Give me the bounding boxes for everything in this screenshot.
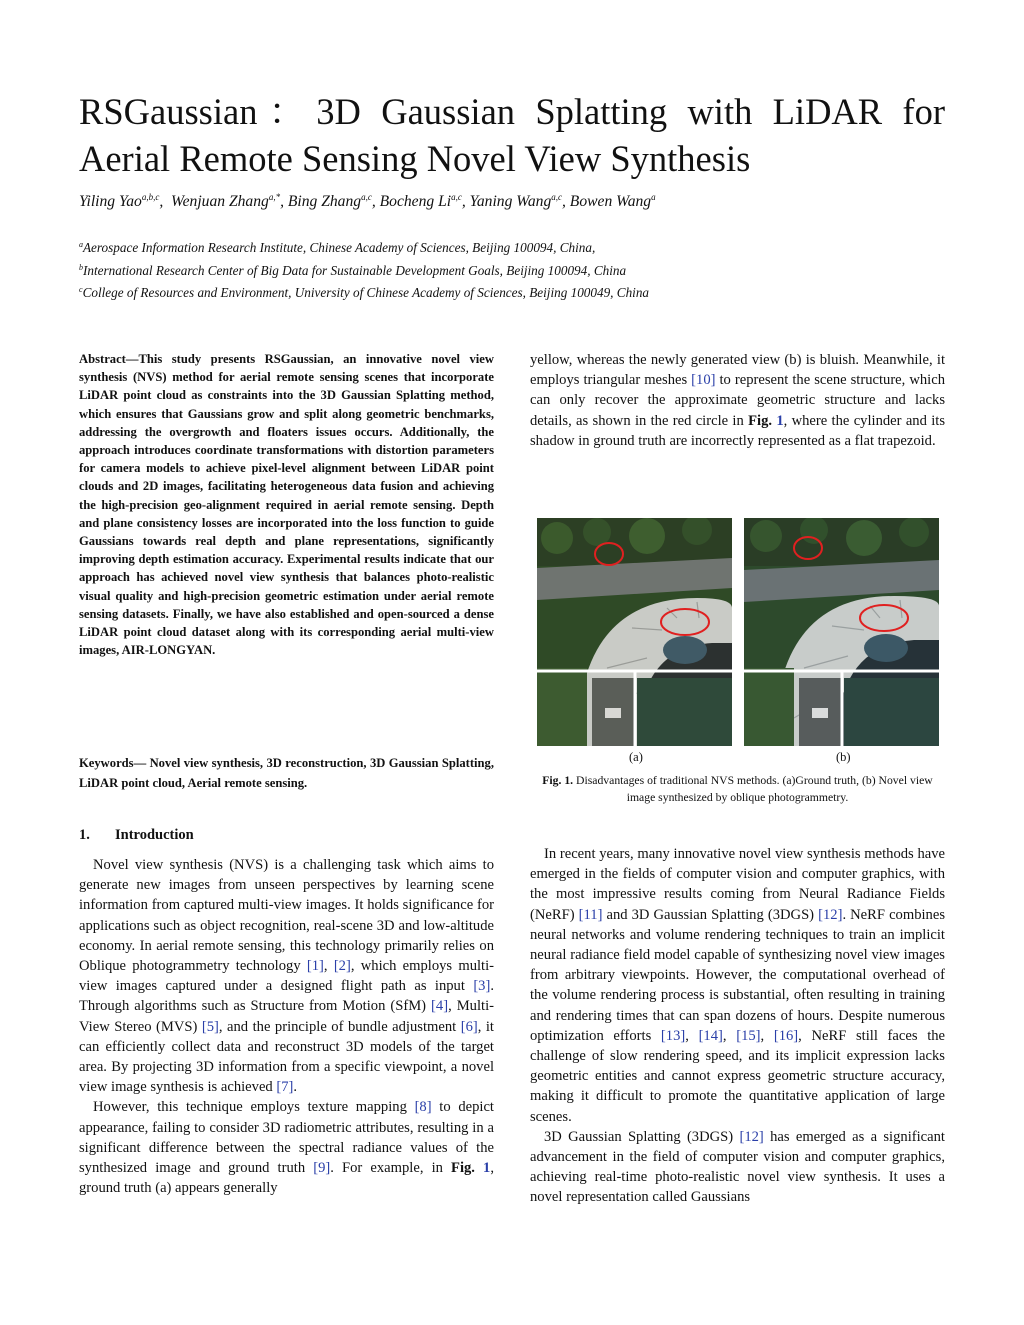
citation-link[interactable]: [10] [691,372,716,389]
citation-link[interactable]: [12] [739,1128,764,1145]
citation-link[interactable]: [6] [460,1018,478,1035]
author-affil-mark: a,c [551,192,562,202]
section-number: 1. [79,827,90,843]
paragraph: Novel view synthesis (NVS) is a challenging task which aims to generate new images from unseen perspectives by learning scene information from captured multi-view images. It holds significance for applications such as object recognition, real-scene 3D and low-altitude economy. In aerial remote sensing, this technology primarily relies on Oblique photogrammetry technology [1], [2], which employs multi-view images captured under a designed flight path as input [3]. Through algorithms such as Structure from Motion (SfM) [4], Multi-View Stereo (MVS) [5], and the principle of bundle adjustment [6], it can efficiently collect data and reconstruct 3D models of the target area. By projecting 3D information from a specific viewpoint, a novel view image synthesis is achieved [7]. [79,857,495,1096]
caption-label: Fig. 1. [542,774,574,787]
affiliation-text: Aerospace Information Research Institute, Chinese Academy of Sciences, Beijing 100094, China, [83,240,596,255]
citation-link[interactable]: [13] [660,1027,686,1044]
affiliation [79,280,979,303]
abstract: Abstract—This study presents RSGaussian, an innovative novel view synthesis (NVS) method for aerial remote sensing scenes that incorporate LiDAR point cloud as constraints into the 3D Gaussian Splatting method, which ensures that Gaussians grow and split along geometric benchmarks, addressing the overgrowth and floaters issues occurs. Additionally, the approach introduces coordinate transformations with distortion parameters for camera models to achieve pixel-level alignment between LiDAR point clouds and 2D images, facilitating heterogeneous data fusion and achieving the high-precision geo-alignment required in aerial remote sensing. Depth and plane consistency losses are incorporated into the loss function to guide Gaussians towards real depth and plane representations, significantly improving depth estimation accuracy. Experimental results indicate that our approach has achieved novel view synthesis that balances photo-realistic visual quality and high-precision geometric estimation under aerial remote sensing datasets. Finally, we have also established and open-sourced a dense LiDAR point cloud dataset along with its corresponding aerial multi-view images, AIR-LONGYAN. [79,352,494,658]
author-affil-mark: a,c [451,192,462,202]
figure-panel-synthesized [744,518,939,746]
citation-link[interactable]: [12] [818,906,843,923]
paragraph: 3D Gaussian Splatting (3DGS) [12] has emerged as a significant advancement in the field of computer vision and computer graphics, achieving real-time photo-realistic novel view synthesis. It uses a novel representation called Gaussians [530,1128,945,1206]
affiliation [79,258,979,281]
figure-link[interactable]: 1 [483,1160,491,1177]
affiliation-mark: a [79,240,83,249]
author-name: Bing Zhang [287,193,362,210]
affiliation-text: College of Resources and Environment, University of Chinese Academy of Sciences, Beijing 100049, China [82,285,650,300]
paragraph: In recent years, many innovative novel view synthesis methods have emerged in the fields of computer vision and computer graphics, with the most impressive results coming from Neural Radiance Fields (NeRF) [11] and 3D Gaussian Splatting (3DGS) [12]. NeRF combines neural networks and volume rendering techniques to train an implicit neural radiance field model capable of synthesizing novel view images from arbitrary viewpoints. However, the computational overhead of the volume rendering process is substantial, often resulting in training and rendering times that can span dozens of hours. Despite numerous optimization efforts [13], [14], [15], [16], NeRF still faces the challenge of slow rendering speed, and its implicit expression lacks geometric entities and cannot express geometric structure accuracy, making it difficult to promote the quantitative application of large scenes. [530,846,946,1125]
intro-right-column-bottom [530,844,945,1208]
figure-sublabel-a: (a) [629,750,643,764]
author-affil-mark: a,c [361,192,372,202]
citation-link[interactable]: [7] [276,1079,294,1096]
figure-link[interactable]: 1 [776,412,784,429]
figure-caption [530,772,945,806]
author-name: Yaning Wang [469,193,552,210]
author-affil-mark: a [651,192,656,202]
citation-link[interactable]: [1] [306,958,324,975]
citation-link[interactable]: [8] [414,1099,432,1116]
affiliation-mark: b [79,262,83,272]
figure-reference: Fig. 1 [748,412,784,429]
author-affil-mark: a,* [268,192,281,202]
paragraph: However, this technique employs texture mapping [8] to depict appearance, failing to consider 3D radiometric attributes, resulting in a significant difference between the spectral radiance values of the synthesized image and ground truth [9]. For example, in Fig. 1, ground truth (a) appears generally [79,1099,494,1197]
affiliation [79,235,979,258]
citation-link[interactable]: [16] [773,1027,799,1044]
section-heading-introduction [79,827,194,844]
aerial-image-ground-truth [537,518,732,746]
aerial-image-synthesized [744,518,939,746]
keywords: Keywords— Novel view synthesis, 3D reconstruction, 3D Gaussian Splatting, LiDAR point cloud, Aerial remote sensing. [79,756,494,790]
author-name: Bowen Wang [569,193,652,210]
citation-link[interactable]: [15] [736,1027,761,1044]
affiliation-text: International Research Center of Big Data for Sustainable Development Goals, Beijing 100094, China [83,262,627,278]
citation-link[interactable]: [14] [698,1027,723,1044]
figure-1 [536,518,940,746]
figure-reference: Fig. 1 [451,1160,491,1177]
author-name: Bocheng Li [379,193,452,210]
figure-panel-ground-truth [537,518,732,746]
caption-text: Disadvantages of traditional NVS methods. (a)Ground truth, (b) Novel view image synthesized by oblique photogrammetry. [573,774,933,804]
citation-link[interactable]: [9] [313,1160,331,1177]
paper-title: RSGaussian：3D Gaussian Splatting with LiDAR for Aerial Remote Sensing Novel View Synthesis [79,91,945,179]
section-title: Introduction [115,827,194,843]
affiliation-list [79,235,979,303]
citation-link[interactable]: [11] [578,906,603,923]
intro-right-column-top [530,350,945,451]
citation-link[interactable]: [5] [201,1018,219,1035]
citation-link[interactable]: [2] [333,958,351,975]
author-name: Yiling Yao [79,193,142,210]
citation-link[interactable]: [4] [431,998,449,1015]
author-affil-mark: a,b,c [141,192,160,202]
paragraph: yellow, whereas the newly generated view (b) is bluish. Meanwhile, it employs triangular meshes [10] to represent the scene structure, which can only recover the approximate geometric structure and lacks details, as shown in the red circle in Fig. 1, where the cylinder and its shadow in ground truth are incorrectly represented as a flat trapezoid. [530,352,945,449]
affiliation-mark: c [79,285,83,294]
figure-sublabel-b: (b) [836,750,851,764]
intro-left-column [79,855,494,1198]
citation-link[interactable]: [3] [473,978,491,995]
author-name: Wenjuan Zhang [171,193,269,210]
author-list: Yiling Yao$^{a,b,c}$, Wenjuan Zhang$^{a,*}$, Bing Zhang$^{a,c}$, Bocheng Li$^{a,c}$, Yaning Wang$^{a,c}$, Bowen Wang$^a$ [79,192,656,210]
